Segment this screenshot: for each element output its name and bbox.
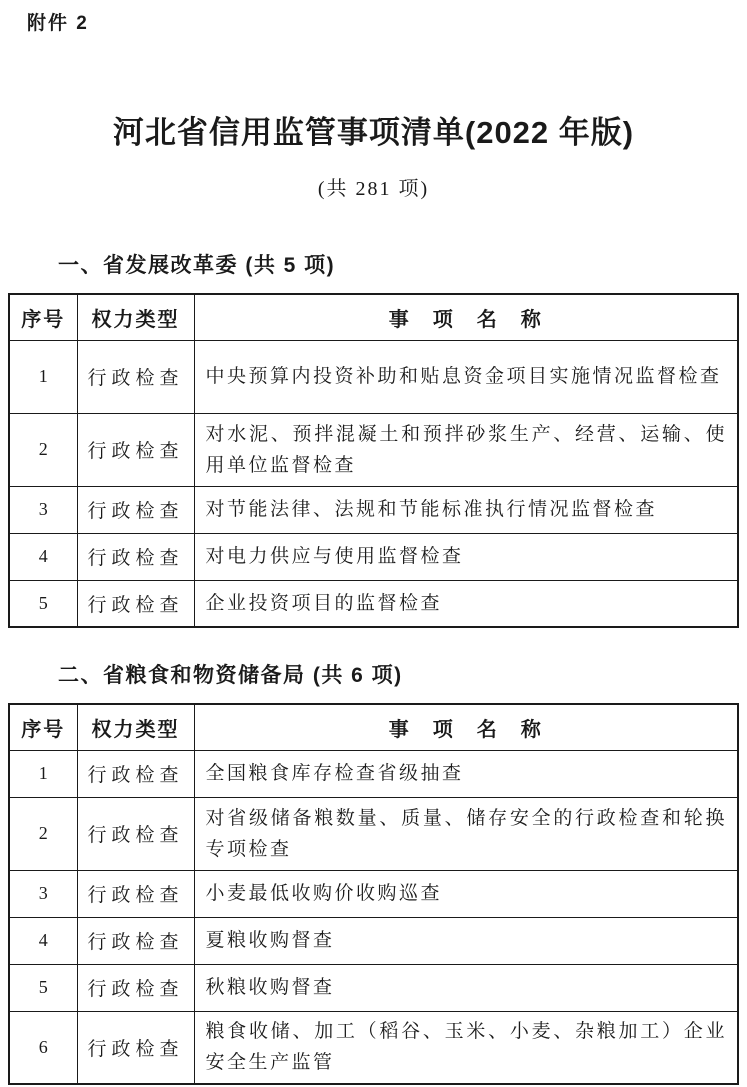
matter-name: 对电力供应与使用监督检查 xyxy=(194,533,738,580)
document-title: 河北省信用监管事项清单(2022 年版) xyxy=(112,115,635,150)
section-heading-2: 二、省粮食和物资储备局 (共 6 项) xyxy=(58,664,403,687)
power-type: 行政检查 xyxy=(77,797,194,870)
power-type: 行政检查 xyxy=(77,533,194,580)
table-row xyxy=(9,340,738,413)
matter-name: 全国粮食库存检查省级抽查 xyxy=(194,750,738,797)
table-row xyxy=(9,486,738,533)
matter-name: 秋粮收购督查 xyxy=(194,964,738,1011)
matter-name: 夏粮收购督查 xyxy=(194,917,738,964)
power-type: 行政检查 xyxy=(77,964,194,1011)
matter-name: 粮食收储、加工（稻谷、玉米、小麦、杂粮加工）企业安全生产监管 xyxy=(194,1011,738,1084)
section-2-table xyxy=(8,703,739,1085)
power-type: 行政检查 xyxy=(77,413,194,486)
matter-name: 中央预算内投资补助和贴息资金项目实施情况监督检查 xyxy=(194,340,738,413)
table-row xyxy=(9,580,738,627)
matter-name: 企业投资项目的监督检查 xyxy=(194,580,738,627)
power-type: 行政检查 xyxy=(77,340,194,413)
row-number: 3 xyxy=(9,870,77,917)
table-row xyxy=(9,533,738,580)
table-header-row xyxy=(9,704,738,750)
row-number: 1 xyxy=(9,340,77,413)
column-header-no: 序号 xyxy=(9,704,77,750)
column-header-name: 事 项 名 称 xyxy=(194,294,738,340)
row-number: 1 xyxy=(9,750,77,797)
power-type: 行政检查 xyxy=(77,486,194,533)
table-row xyxy=(9,1011,738,1084)
matter-name: 对节能法律、法规和节能标准执行情况监督检查 xyxy=(194,486,738,533)
row-number: 4 xyxy=(9,917,77,964)
power-type: 行政检查 xyxy=(77,1011,194,1084)
table-row xyxy=(9,413,738,486)
power-type: 行政检查 xyxy=(77,750,194,797)
power-type: 行政检查 xyxy=(77,870,194,917)
matter-name: 对水泥、预拌混凝土和预拌砂浆生产、经营、运输、使用单位监督检查 xyxy=(194,413,738,486)
column-header-no: 序号 xyxy=(9,294,77,340)
section-heading-1: 一、省发展改革委 (共 5 项) xyxy=(58,254,336,277)
column-header-type: 权力类型 xyxy=(77,704,194,750)
matter-name: 小麦最低收购价收购巡查 xyxy=(194,870,738,917)
power-type: 行政检查 xyxy=(77,917,194,964)
row-number: 2 xyxy=(9,413,77,486)
document-subtitle: (共 281 项) xyxy=(317,178,430,200)
power-type: 行政检查 xyxy=(77,580,194,627)
matter-name: 对省级储备粮数量、质量、储存安全的行政检查和轮换专项检查 xyxy=(194,797,738,870)
column-header-type: 权力类型 xyxy=(77,294,194,340)
column-header-name: 事 项 名 称 xyxy=(194,704,738,750)
row-number: 2 xyxy=(9,797,77,870)
attachment-label: 附件 2 xyxy=(27,13,89,34)
row-number: 5 xyxy=(9,964,77,1011)
table-row xyxy=(9,750,738,797)
table-row xyxy=(9,870,738,917)
row-number: 5 xyxy=(9,580,77,627)
table-row xyxy=(9,917,738,964)
row-number: 6 xyxy=(9,1011,77,1084)
section-1-table xyxy=(8,293,739,628)
table-row xyxy=(9,797,738,870)
row-number: 3 xyxy=(9,486,77,533)
table-row xyxy=(9,964,738,1011)
table-header-row xyxy=(9,294,738,340)
row-number: 4 xyxy=(9,533,77,580)
